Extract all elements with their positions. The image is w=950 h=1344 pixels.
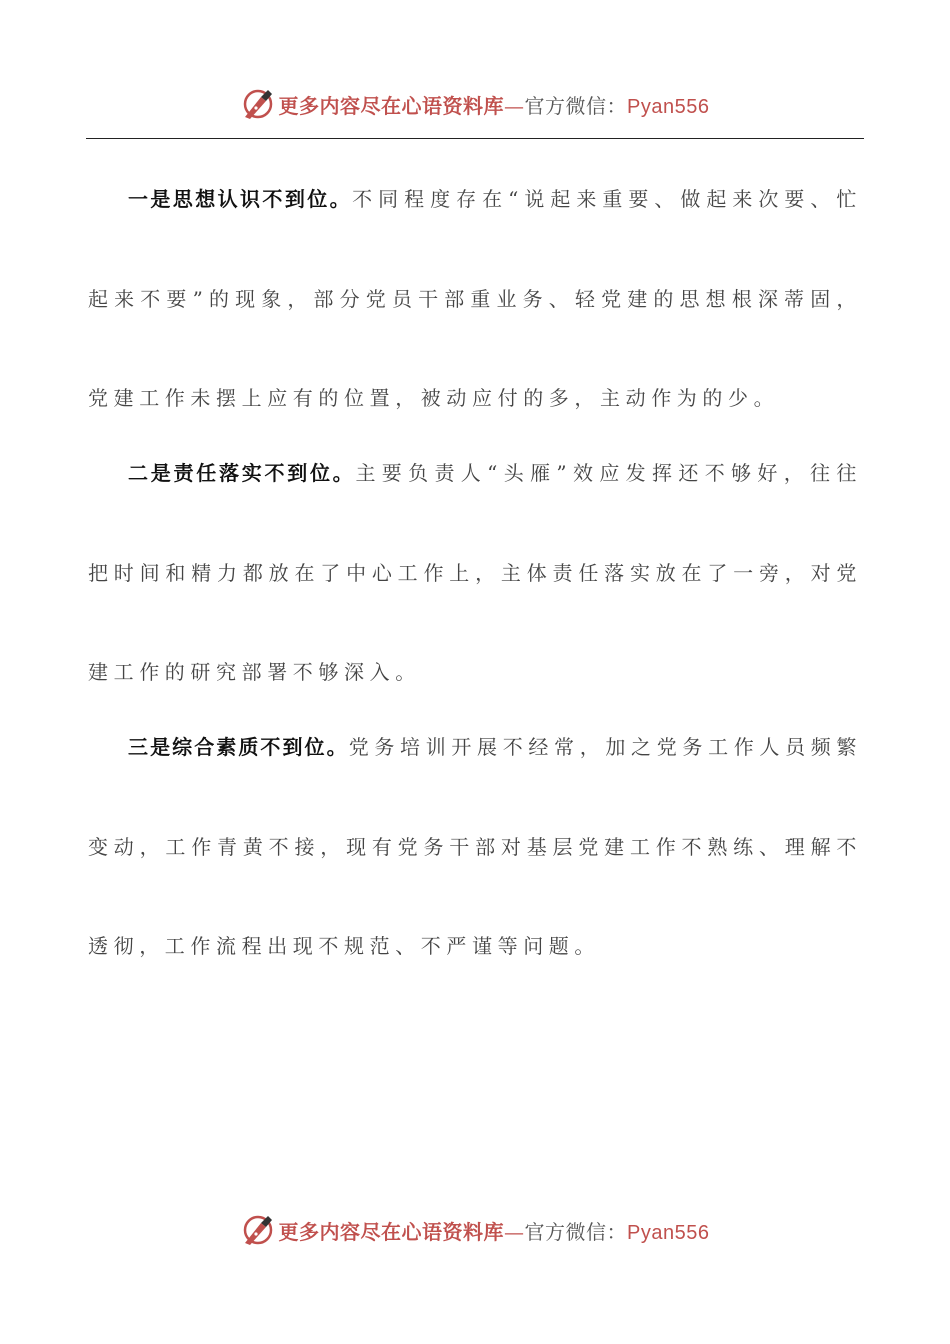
footer-wechat-id: Pyan556 [627,1221,710,1244]
footer-banner [0,1210,950,1250]
paragraph-3-lead: 三是综合素质不到位。 [128,735,349,759]
pen-nib-logo-icon [241,87,275,121]
header-dash: — [504,93,525,118]
header-wechat-label: 官方微信： [524,93,628,118]
header-wechat-id: Pyan556 [627,95,710,118]
paragraph-1 [88,150,862,449]
paragraph-3-body: 党务培训开展不经常，加之党务工作人员频繁变动，工作青黄不接，现有党务干部对基层党建工作不熟练、理解不透彻，工作流程出现不规范、不严谨等问题。 [88,735,863,958]
header-banner [0,84,950,124]
footer-text [279,1216,710,1245]
document-body [88,150,862,997]
paragraph-3 [88,698,862,997]
header-main-text: 更多内容尽在心语资料库 [278,93,505,118]
paragraph-2-lead: 二是责任落实不到位。 [128,461,356,485]
header-divider [86,138,864,139]
paragraph-1-body: 不同程度存在“说起来重要、做起来次要、忙起来不要”的现象，部分党员干部重业务、轻党建的思想根深蒂固，党建工作未摆上应有的位置，被动应付的多，主动作为的少。 [88,187,862,410]
paragraph-2-body: 主要负责人“头雁”效应发挥还不够好，往往把时间和精力都放在了中心工作上，主体责任落实放在了一旁，对党建工作的研究部署不够深入。 [88,461,863,684]
footer-main-text: 更多内容尽在心语资料库 [278,1219,505,1244]
paragraph-1-lead: 一是思想认识不到位。 [128,187,353,211]
footer-wechat-label: 官方微信： [524,1219,628,1244]
paragraph-2 [88,424,862,723]
header-text [279,90,710,119]
footer-dash: — [504,1219,525,1244]
pen-nib-logo-icon [241,1213,275,1247]
